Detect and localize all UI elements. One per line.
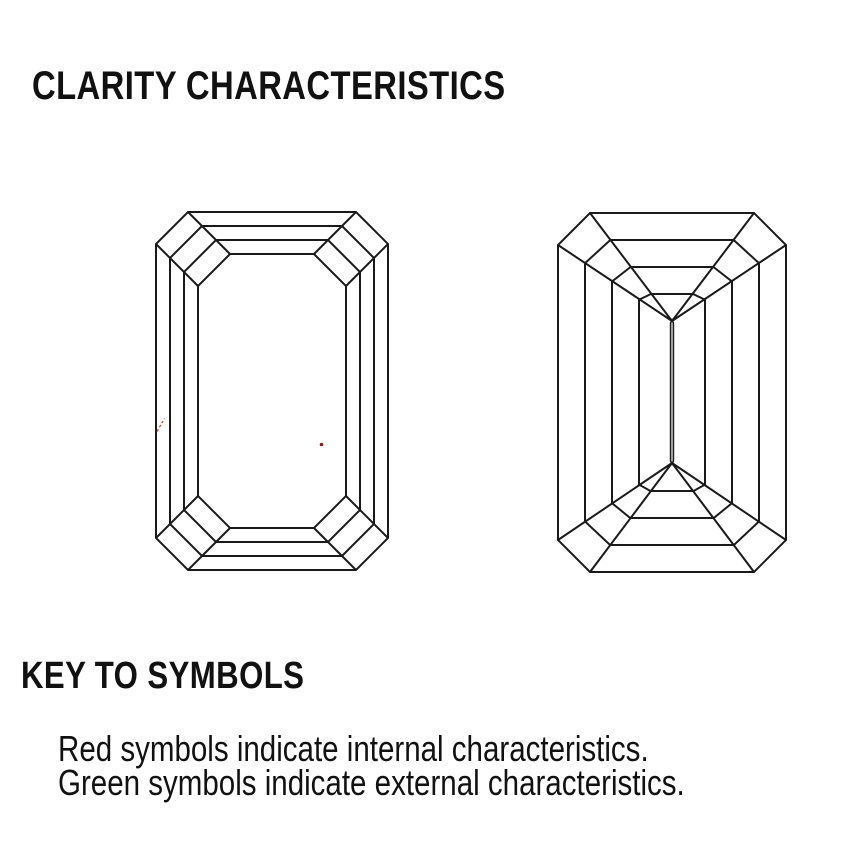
legend-line-external: Green symbols indicate external characteristics. [58, 762, 685, 803]
key-to-symbols-heading [21, 657, 367, 695]
clarity-symbols-layer [157, 419, 323, 447]
legend-line-internal: Red symbols indicate internal characteristics. [58, 728, 649, 769]
needle-symbol [157, 419, 165, 432]
pavilion-keel-line [671, 320, 674, 464]
pavilion-view-plot [558, 213, 786, 572]
key-to-symbols-legend [58, 728, 822, 803]
key-to-symbols-heading-text: KEY TO SYMBOLS [21, 655, 305, 697]
pavilion-step-3 [639, 294, 705, 491]
crown-step-1 [170, 226, 374, 556]
crown-table-edge [198, 254, 346, 528]
pavilion-step-2 [612, 267, 732, 518]
crown-view-plot [156, 212, 388, 570]
page-title-text: CLARITY CHARACTERISTICS [32, 64, 506, 108]
pinpoint-symbol [320, 443, 324, 447]
crown-step-2 [184, 240, 360, 542]
